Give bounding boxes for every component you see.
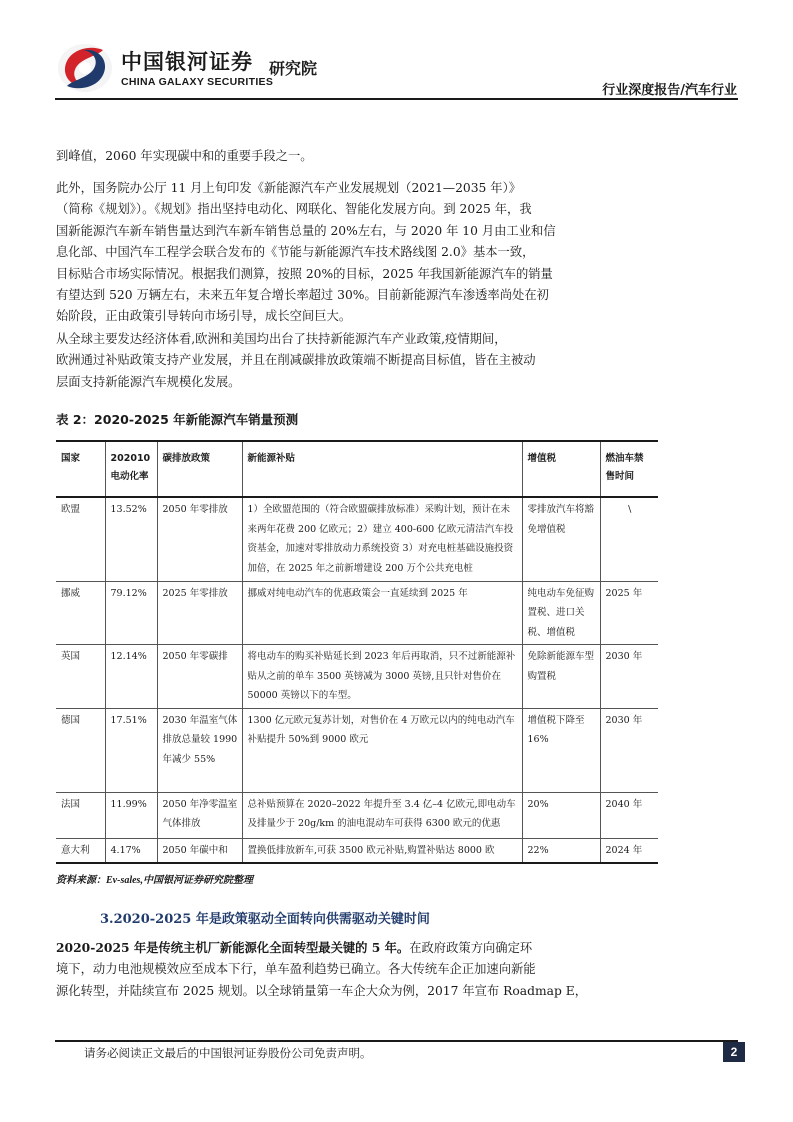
cell-ev-rate: 4.17%: [105, 838, 157, 863]
col-header-ice-ban: 燃油车禁 售时间: [600, 441, 658, 497]
cell-ice-ban: 2030 年: [600, 645, 658, 709]
company-name-en: CHINA GALAXY SECURITIES: [121, 76, 274, 88]
cell-ice-ban: \: [600, 497, 658, 581]
text-line: 欧洲通过补贴政策支持产业发展，并且在削减碳排放政策端不断提高目标值，皆在主被动: [56, 353, 536, 368]
text-line: 源化转型，并陆续宣布 2025 规划。以全球销量第一车企大众为例，2017 年宣布 Roadmap E，: [56, 983, 588, 998]
disclaimer-notice: 请务必阅读正文最后的中国银河证券股份公司免责声明。: [84, 1046, 372, 1060]
text-line: 有望达到 520 万辆左右，未来五年复合增长率超过 30%。目前新能源汽车渗透率尚处在初: [56, 288, 549, 303]
text-line: 此外，国务院办公厅 11 月上旬印发《新能源汽车产业发展规划（2021—2035 年）》: [56, 181, 522, 195]
lead-sentence: 2020-2025 年是传统主机厂新能源化全面转型最关键的 5 年。: [56, 940, 410, 955]
paragraph-2: [56, 178, 581, 328]
cell-ev-rate: 79.12%: [105, 581, 157, 645]
cell-carbon-policy: 2050 年净零温室气体排放: [157, 792, 242, 838]
cell-subsidy: 挪威对纯电动汽车的优惠政策会一直延续到 2025 年: [242, 581, 522, 645]
cell-subsidy: 1300 亿元欧元复苏计划，对售价在 4 万欧元以内的纯电动汽车补贴提升 50%到 9000 欧元: [242, 708, 522, 792]
col-header-subsidy: 新能源补贴: [242, 441, 522, 497]
table-row: [56, 581, 658, 645]
cell-ice-ban: 2024 年: [600, 838, 658, 863]
cell-vat: 增值税下降至 16%: [522, 708, 600, 792]
cell-ev-rate: 17.51%: [105, 708, 157, 792]
text-line: 从全球主要发达经济体看,欧洲和美国均出台了扶持新能源汽车产业政策,疫情期间，: [56, 332, 507, 346]
table-source: 资料来源：Ev-sales,中国银河证券研究院整理: [56, 875, 253, 886]
paragraph-3: [56, 329, 581, 393]
cell-carbon-policy: 2030 年温室气体排放总量较 1990 年减少 55%: [157, 708, 242, 792]
cell-vat: 纯电动车免征购置税、进口关税、增值税: [522, 581, 600, 645]
cell-country: 英国: [56, 645, 105, 709]
lead-continuation: 在政府政策方向确定环: [409, 941, 533, 955]
cell-ice-ban: 2025 年: [600, 581, 658, 645]
text-line: 目标贴合市场实际情况。根据我们测算，按照 20%的目标，2025 年我国新能源汽车的销量: [56, 266, 553, 281]
table-header-row: [56, 441, 658, 497]
cell-carbon-policy: 2050 年零排放: [157, 497, 242, 581]
company-logo: [55, 40, 345, 96]
table-row: [56, 792, 658, 838]
col-header-carbon-policy: 碳排放政策: [157, 441, 242, 497]
cell-ice-ban: 2040 年: [600, 792, 658, 838]
cell-vat: 零排放汽车将豁免增值税: [522, 497, 600, 581]
table-row: [56, 645, 658, 709]
cell-country: 德国: [56, 708, 105, 792]
cell-vat: 20%: [522, 792, 600, 838]
report-type: 行业深度报告/汽车行业: [602, 83, 737, 98]
section-paragraph: [56, 937, 588, 1002]
text-line: 息化部、中国汽车工程学会联合发布的《节能与新能源汽车技术路线图 2.0》基本一致，: [56, 245, 535, 260]
col-header-vat: 增值税: [522, 441, 600, 497]
cell-subsidy: 置换低排放新车,可获 3500 欧元补贴,购置补贴达 8000 欧: [242, 838, 522, 863]
cell-ev-rate: 13.52%: [105, 497, 157, 581]
cell-country: 意大利: [56, 838, 105, 863]
text-line: 到峰值，2060 年实现碳中和的重要手段之一。: [56, 149, 313, 163]
table-row: [56, 497, 658, 581]
header-divider: [55, 98, 738, 100]
col-header-ev-rate: 202010 电动化率: [105, 441, 157, 497]
text-line: 境下，动力电池规模效应至成本下行，单车盈利趋势已确立。各大传统车企正加速向新能: [56, 962, 536, 977]
page-number: 2: [723, 1042, 745, 1062]
research-institute-label: 研究院: [269, 59, 318, 78]
company-name-cn: 中国银河证券: [121, 50, 253, 74]
cell-country: 欧盟: [56, 497, 105, 581]
cell-carbon-policy: 2025 年零排放: [157, 581, 242, 645]
text-line: 层面支持新能源汽车规模化发展。: [56, 374, 241, 389]
text-line: （简称《规划》）。《规划》指出坚持电动化、网联化、智能化发展方向。到 2025 年，我: [56, 202, 532, 217]
footer-divider: [55, 1040, 738, 1042]
ev-policy-table: [56, 440, 658, 864]
cell-ice-ban: 2030 年: [600, 708, 658, 792]
text-line: 始阶段，正由政策引导转向市场引导，成长空间巨大。: [56, 309, 352, 324]
cell-ev-rate: 11.99%: [105, 792, 157, 838]
cell-subsidy: 将电动车的购买补贴延长到 2023 年后再取消，只不过新能源补贴从之前的单车 3500 英镑减为 3000 英镑,且只针对售价在 50000 英镑以下的车型。: [242, 645, 522, 709]
cell-country: 挪威: [56, 581, 105, 645]
cell-carbon-policy: 2050 年零碳排: [157, 645, 242, 709]
cell-ev-rate: 12.14%: [105, 645, 157, 709]
cell-vat: 免除新能源车型购置税: [522, 645, 600, 709]
text-line: 国新能源汽车新车销售量达到汽车新车销售总量的 20%左右，与 2020 年 10 月由工业和信: [56, 223, 556, 238]
table-title: 表 2：2020-2025 年新能源汽车销量预测: [56, 412, 299, 427]
cell-subsidy: 总补贴预算在 2020–2022 年提升至 3.4 亿–4 亿欧元,即电动车及排量少于 20g/km 的油电混动车可获得 6300 欧元的优惠: [242, 792, 522, 838]
table-row: [56, 838, 658, 863]
paragraph-1: [56, 146, 581, 167]
cell-vat: 22%: [522, 838, 600, 863]
section-heading: 3.2020-2025 年是政策驱动全面转向供需驱动关键时间: [100, 912, 430, 927]
cell-carbon-policy: 2050 年碳中和: [157, 838, 242, 863]
galaxy-swirl-icon: [55, 40, 115, 96]
cell-subsidy: 1）全欧盟范围的（符合欧盟碳排放标准）采购计划，预计在未来两年花费 200 亿欧元；2）建立 400-600 亿欧元清洁汽车投资基金，加速对零排放动力系统投资 3）对充电桩基础设施投资加倍，在 2025 年之前新增建设 200 万个公共充电桩: [242, 497, 522, 581]
table-row: [56, 708, 658, 792]
cell-country: 法国: [56, 792, 105, 838]
col-header-country: 国家: [56, 441, 105, 497]
text-line: [56, 937, 581, 959]
